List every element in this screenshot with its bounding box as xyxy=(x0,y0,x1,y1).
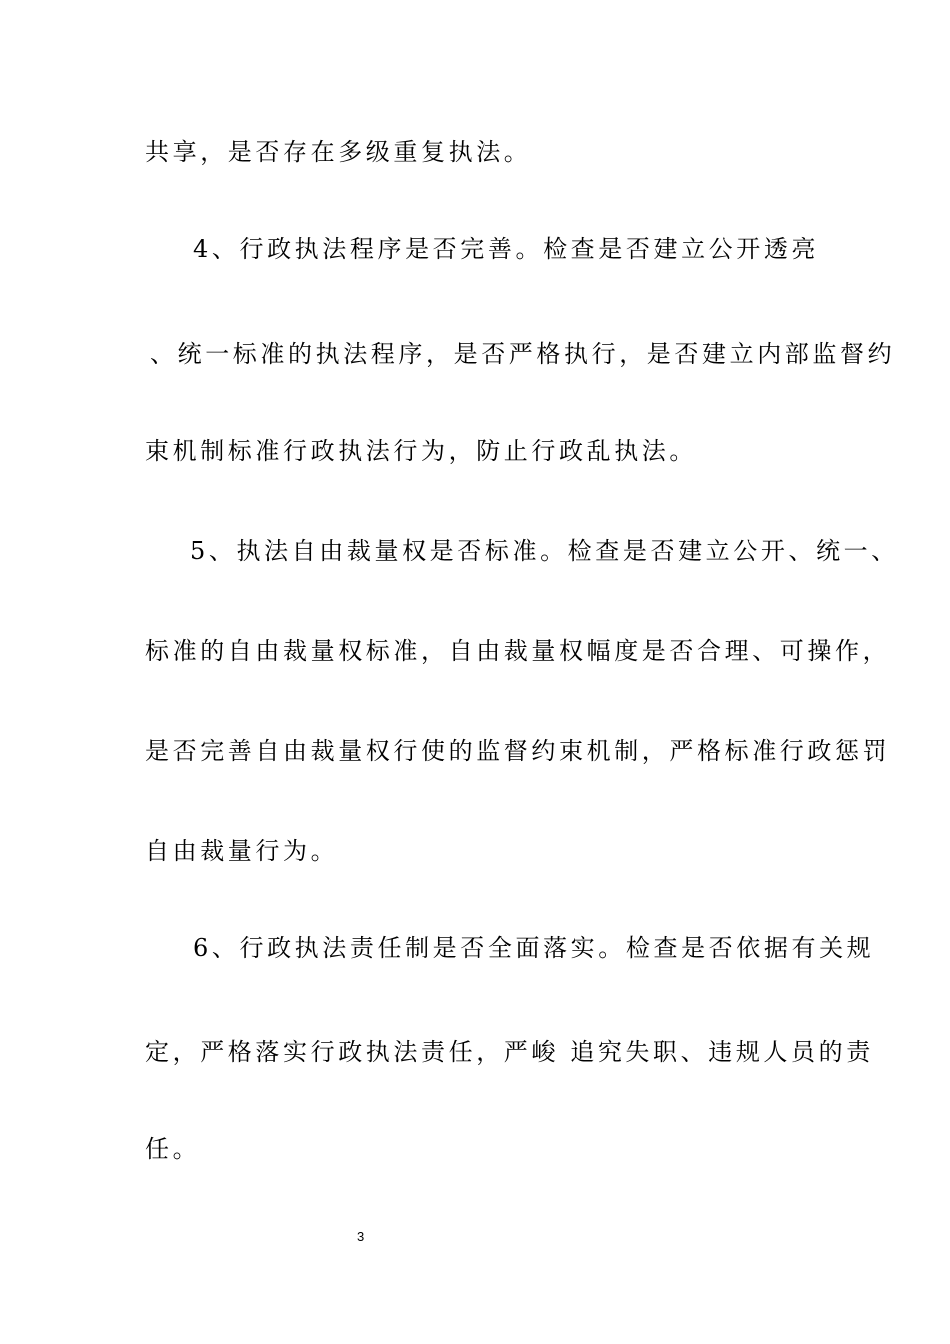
text-line: 自由裁量行为。 xyxy=(145,837,339,865)
paragraph-5-first-line: 5、执法自由裁量权是否标准。检查是否建立公开、统一、 xyxy=(190,537,899,565)
text-line: 标准的自由裁量权标准，自由裁量权幅度是否合理、可操作， xyxy=(145,637,891,665)
page-number: 3 xyxy=(357,1229,365,1244)
text-line: 任。 xyxy=(145,1135,201,1163)
text-line: 定，严格落实行政执法责任，严峻 追究失职、违规人员的责 xyxy=(145,1038,874,1066)
text-line: 、统一标准的执法程序，是否严格执行，是否建立内部监督约 xyxy=(150,340,896,368)
paragraph-4-first-line: 4、行政执法程序是否完善。检查是否建立公开透亮 xyxy=(193,235,820,263)
text-line: 共享，是否存在多级重复执法。 xyxy=(145,138,532,166)
paragraph-6-first-line: 6、行政执法责任制是否全面落实。检查是否依据有关规 xyxy=(193,934,875,962)
text-line: 束机制标准行政执法行为，防止行政乱执法。 xyxy=(145,437,697,465)
text-line: 是否完善自由裁量权行使的监督约束机制，严格标准行政惩罚 xyxy=(145,737,891,765)
